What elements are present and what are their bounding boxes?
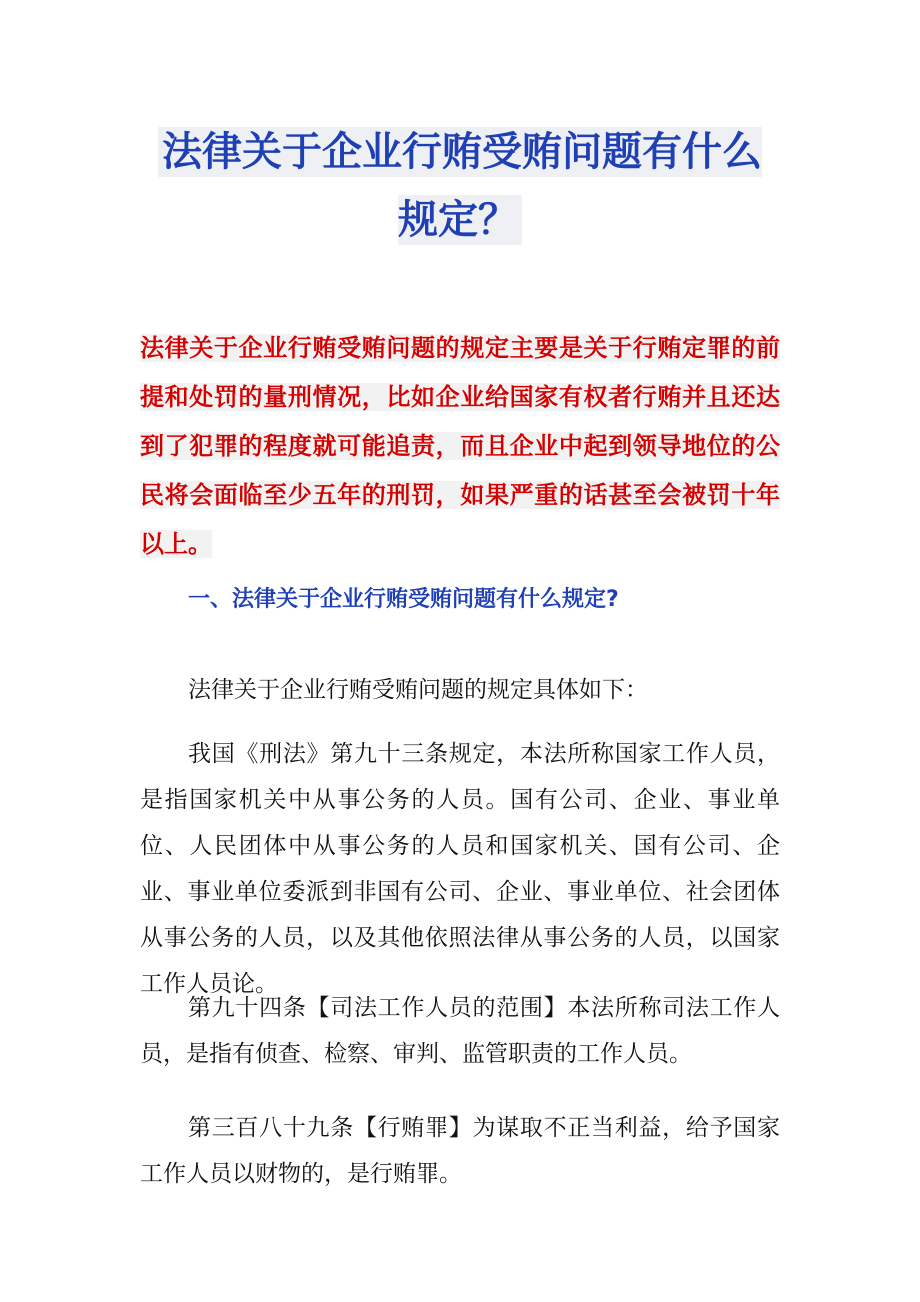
document-title-text: 法律关于企业行贿受贿问题有什么规定？: [158, 127, 762, 245]
body-paragraph-4: 第三百八十九条【行贿罪】为谋取不正当利益，给予国家工作人员以财物的，是行贿罪。: [140, 1115, 780, 1187]
body-paragraph-2: 我国《刑法》第九十三条规定，本法所称国家工作人员，是指国家机关中从事公务的人员。国有公司、企业、事业单位、人民团体中从事公务的人员和国家机关、国有公司、企业、事业单位委派到非国有公司、企业、事业单位、社会团体从事公务的人员，以及其他依照法律从事公务的人员，以国家工作人员论。: [140, 741, 780, 997]
summary-paragraph: [140, 324, 780, 569]
section-heading: 一、法律关于企业行贿受贿问题有什么规定?: [188, 587, 619, 612]
body-paragraph-1: 法律关于企业行贿受贿问题的规定具体如下：: [188, 677, 648, 703]
body-paragraph-3: 第九十四条【司法工作人员的范围】本法所称司法工作人员，是指有侦查、检察、审判、监管职责的工作人员。: [140, 995, 780, 1067]
summary-text: 法律关于企业行贿受贿问题的规定主要是关于行贿定罪的前提和处罚的量刑情况，比如企业给国家有权者行贿并且还达到了犯罪的程度就可能追责，而且企业中起到领导地位的公民将会面临至少五年的刑罚，如果严重的话甚至会被罚十年以上。: [140, 334, 780, 558]
document-title: [140, 118, 780, 254]
